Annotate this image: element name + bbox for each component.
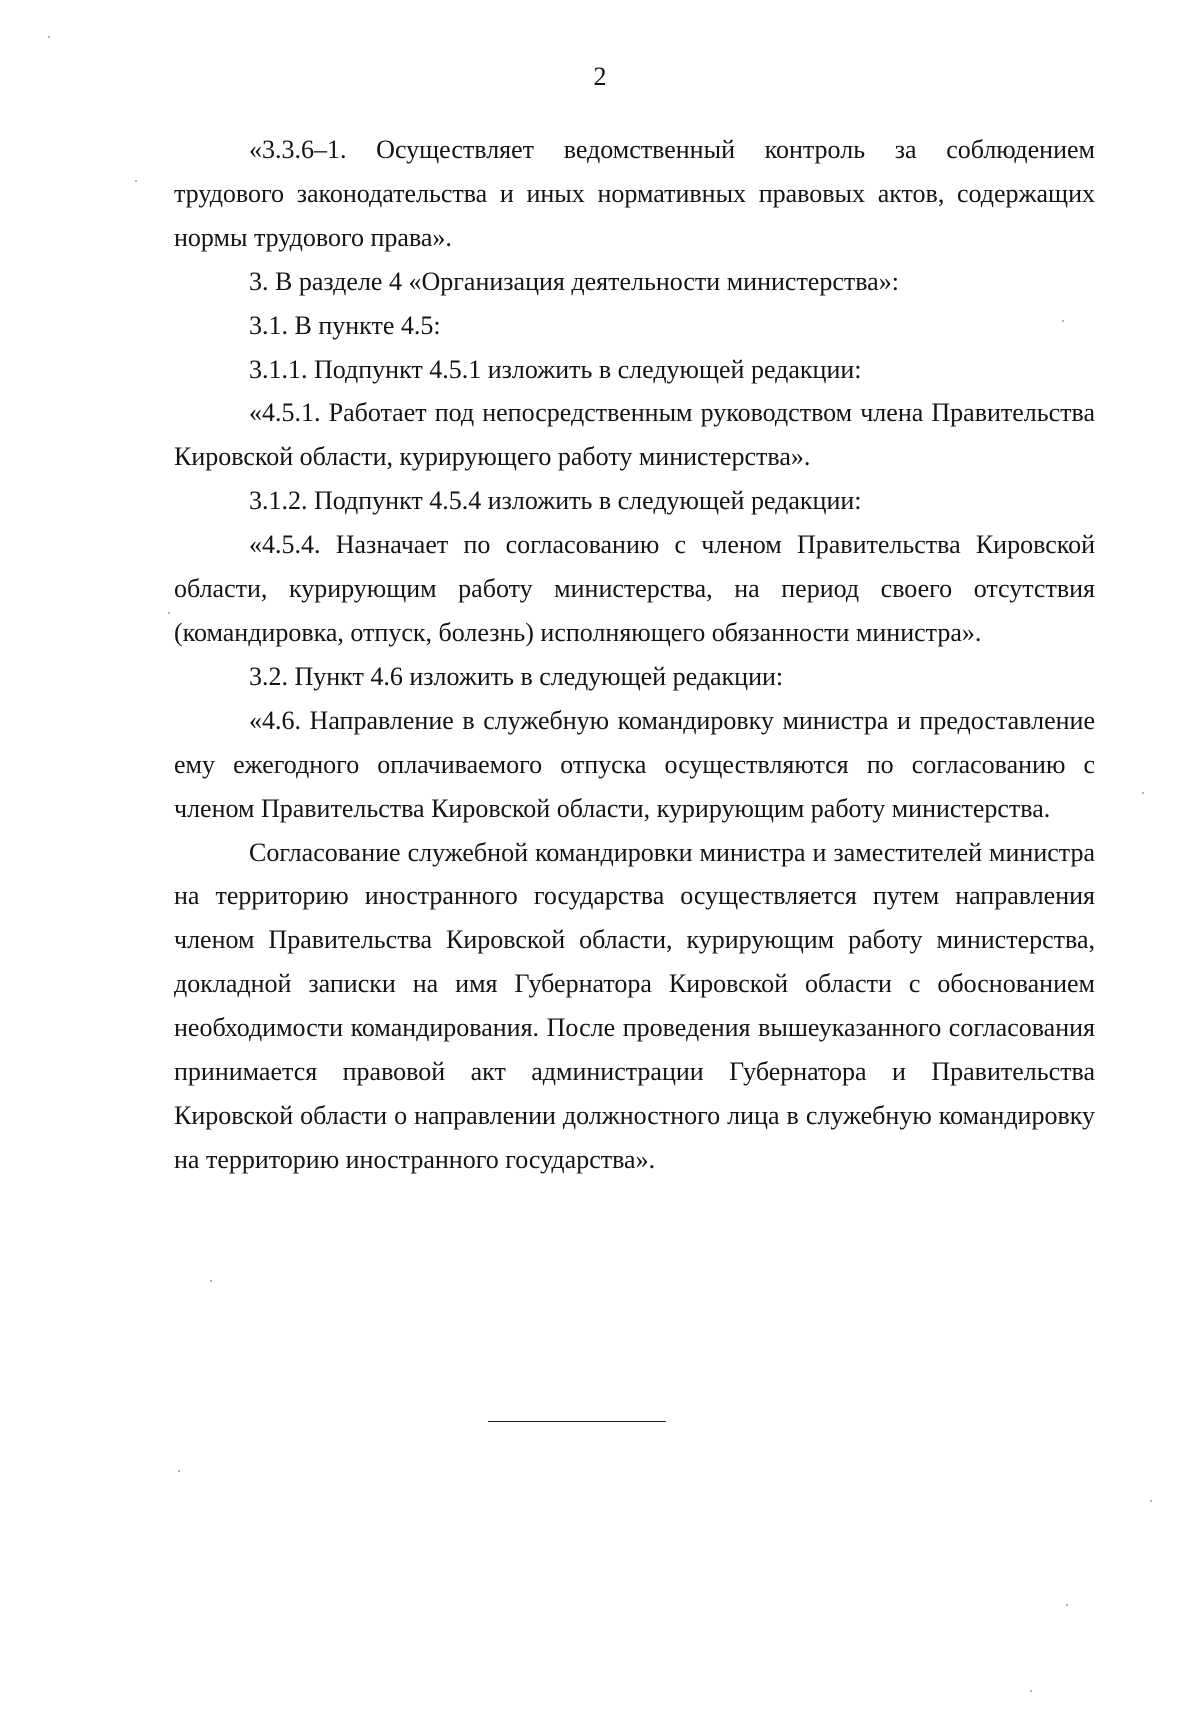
paragraph-3-1: 3.1. В пункте 4.5: xyxy=(249,310,441,340)
paragraph-4-6: «4.6. Направление в служебную командировку министра и предоставление ему ежегодного оплачиваемого отпуска осуществляются по согласованию с членом Правительства Кировской области, курирующим работу министерства. xyxy=(174,705,1095,823)
scan-speck xyxy=(1062,320,1064,322)
scan-speck xyxy=(168,612,170,614)
scan-speck xyxy=(135,180,137,182)
scan-speck xyxy=(1066,1604,1068,1606)
paragraph-4-5-1: «4.5.1. Работает под непосредственным руководством члена Правительства Кировской области, курирующего работу министерства». xyxy=(174,398,1095,472)
scan-speck xyxy=(48,36,50,38)
scan-speck xyxy=(1030,1690,1032,1692)
paragraph-4-6-continued: Согласование служебной командировки министра и заместителей министра на территорию иностранного государства осуществляется путем направления членом Правительства Кировской области, курирующим работу министерства, докладной записки на имя Губернатора Кировской области с обоснованием необходимости командирования. После проведения вышеуказанного согласования принимается правовой акт администрации Губернатора и Правительства Кировской области о направлении должностного лица в служебную командировку на территорию иностранного государства». xyxy=(174,837,1095,1174)
paragraph-section-3: 3. В разделе 4 «Организация деятельности министерства»: xyxy=(249,266,899,296)
scan-speck xyxy=(1142,792,1144,794)
paragraph-3-2: 3.2. Пункт 4.6 изложить в следующей редакции: xyxy=(249,661,784,691)
paragraph-3-3-6-1: «3.3.6–1. Осуществляет ведомственный контроль за соблюдением трудового законодательства и иных нормативных правовых актов, содержащих нормы трудового права». xyxy=(174,135,1095,252)
closing-divider-line xyxy=(488,1421,666,1422)
scan-speck xyxy=(178,1470,180,1472)
page-number: 2 xyxy=(593,62,607,91)
scan-speck xyxy=(210,1280,212,1282)
scan-speck xyxy=(1150,1500,1152,1502)
document-body xyxy=(174,128,1095,1182)
paragraph-3-1-1: 3.1.1. Подпункт 4.5.1 изложить в следующей редакции: xyxy=(249,354,862,384)
paragraph-3-1-2: 3.1.2. Подпункт 4.5.4 изложить в следующей редакции: xyxy=(249,486,862,516)
paragraph-4-5-4: «4.5.4. Назначает по согласованию с членом Правительства Кировской области, курирующим работу министерства, на период своего отсутствия (командировка, отпуск, болезнь) исполняющего обязанности министра». xyxy=(174,530,1095,647)
